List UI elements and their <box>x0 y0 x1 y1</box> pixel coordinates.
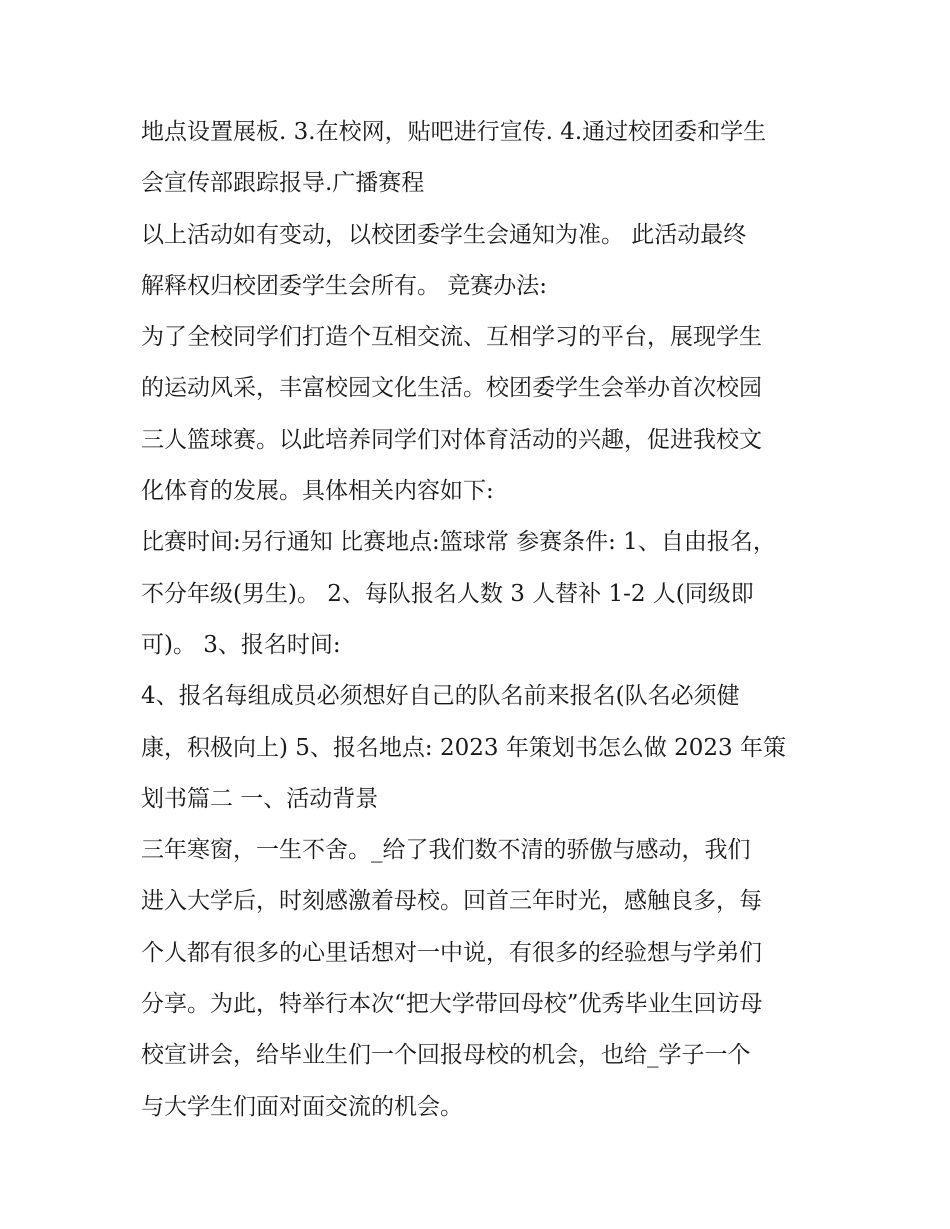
text-line: 为了全校同学们打造个互相交流、互相学习的平台，展现学生 <box>141 324 762 351</box>
text-line: 划书篇二 一、活动背景 <box>141 785 379 812</box>
document-body <box>141 107 821 1133</box>
text-line: 个人都有很多的心里话想对一中说，有很多的经验想与学弟们 <box>141 939 762 966</box>
text-line: 分享。为此，特举行本次“把大学带回母校”优秀毕业生回访母 <box>141 991 763 1018</box>
text-line: 三年寒窗，一生不舍。_给了我们数不清的骄傲与感动，我们 <box>141 837 751 864</box>
text-line: 地点设置展板. 3.在校网，贴吧进行宣传. 4.通过校团委和学生 <box>141 119 767 145</box>
text-line: 三人篮球赛。以此培养同学们对体育活动的兴趣，促进我校文 <box>141 426 762 453</box>
text-line: 可)。 3、报名时间: <box>141 631 341 658</box>
text-line: 4、报名每组成员必须想好自己的队名前来报名(队名必须健 <box>141 683 740 710</box>
text-line: 不分年级(男生)。 2、每队报名人数 3 人替补 1-2 人(同级即 <box>141 580 754 607</box>
text-line: 与大学生们面对面交流的机会。 <box>141 1093 463 1120</box>
text-line: 康，积极向上) 5、报名地点: 2023 年策划书怎么做 2023 年策 <box>141 734 786 761</box>
text-line: 解释权归校团委学生会所有。 竞赛办法: <box>141 272 548 299</box>
text-line: 校宣讲会，给毕业生们一个回报母校的机会，也给_学子一个 <box>141 1042 751 1069</box>
text-line: 会宣传部跟踪报导.广播赛程 <box>141 170 425 197</box>
text-line: 以上活动如有变动，以校团委学生会通知为准。 此活动最终 <box>141 221 747 248</box>
text-line: 的运动风采，丰富校园文化生活。校团委学生会举办首次校园 <box>141 375 762 402</box>
text-line: 比赛时间:另行通知 比赛地点:篮球常 参赛条件: 1、自由报名， <box>141 529 776 556</box>
text-line: 进入大学后，时刻感激着母校。回首三年时光，感触良多，每 <box>141 888 762 915</box>
text-line: 化体育的发展。具体相关内容如下: <box>141 478 494 505</box>
